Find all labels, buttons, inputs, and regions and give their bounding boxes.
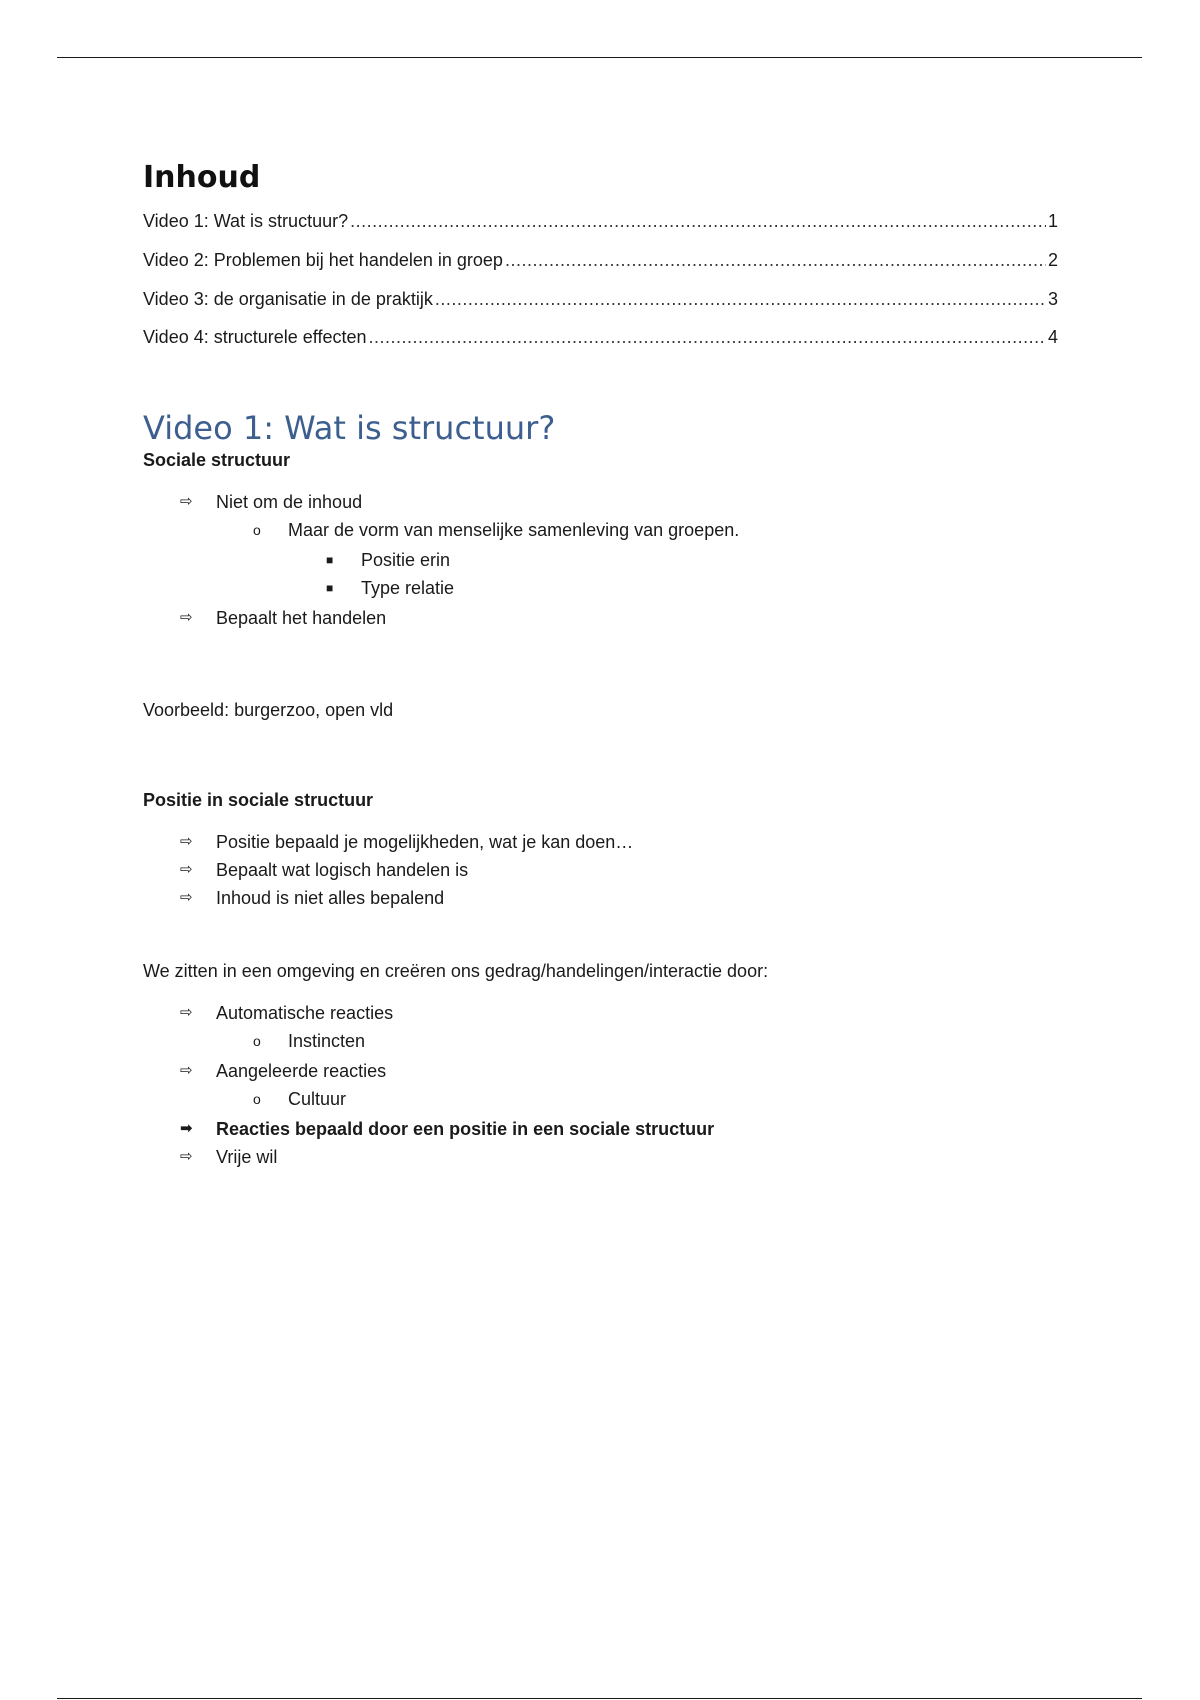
toc-entry-text: Video 4: structurele effecten (143, 327, 367, 347)
footer-rule (57, 1698, 1142, 1699)
arrow-icon: ⇨ (180, 1004, 193, 1021)
list-item: ⇨ Niet om de inhoud (180, 492, 363, 512)
header-rule (57, 57, 1142, 58)
subheading-sociale-structuur: Sociale structuur (143, 450, 291, 470)
section-heading-video-1: Video 1: Wat is structuur? (143, 409, 556, 447)
toc-entry-video-1[interactable] (143, 210, 1058, 232)
list-item: o Maar de vorm van menselijke samenleving van groepen. (253, 520, 740, 540)
list-item: ⇨ Positie bepaald je mogelijkheden, wat je kan doen… (180, 832, 634, 852)
arrow-icon: ⇨ (180, 609, 193, 626)
arrow-icon: ⇨ (180, 493, 193, 510)
arrow-icon: ⇨ (180, 1148, 193, 1165)
circle-bullet-icon: o (253, 1091, 261, 1107)
toc-entry-text: Video 3: de organisatie in de praktijk (143, 289, 433, 309)
toc-leader-dots (368, 326, 1046, 348)
bold-arrow-icon: ➡ (180, 1120, 193, 1137)
subheading-positie: Positie in sociale structuur (143, 790, 374, 810)
arrow-icon: ⇨ (180, 833, 193, 850)
toc-title: Inhoud (143, 160, 261, 195)
list-item: o Cultuur (253, 1089, 347, 1109)
sociale-structuur-list (143, 490, 1058, 634)
list-item: ⇨ Vrije wil (180, 1147, 278, 1167)
toc-entry-page: 4 (1047, 327, 1058, 347)
list-item: ⇨ Bepaalt wat logisch handelen is (180, 860, 469, 880)
list-item: o Instincten (253, 1031, 366, 1051)
toc-entry-page: 2 (1047, 250, 1058, 270)
toc-entry-page: 3 (1047, 289, 1058, 309)
omgeving-list (143, 1001, 1058, 1173)
arrow-icon: ⇨ (180, 861, 193, 878)
toc-entry-video-4[interactable] (143, 326, 1058, 348)
list-item: ⇨ Bepaalt het handelen (180, 608, 387, 628)
toc-entry-page: 1 (1047, 211, 1058, 231)
document-page (143, 160, 1058, 1173)
positie-list (143, 830, 1058, 914)
toc-entry-video-3[interactable] (143, 288, 1058, 310)
toc-leader-dots (505, 249, 1046, 271)
circle-bullet-icon: o (253, 522, 261, 538)
list-item: ■ Positie erin (326, 550, 451, 570)
list-item: ⇨ Inhoud is niet alles bepalend (180, 888, 445, 908)
omgeving-intro: We zitten in een omgeving en creëren ons gedrag/handelingen/interactie door: (143, 961, 769, 981)
circle-bullet-icon: o (253, 1033, 261, 1049)
arrow-icon: ⇨ (180, 889, 193, 906)
toc-leader-dots (435, 288, 1046, 310)
toc-leader-dots (350, 210, 1046, 232)
example-text: Voorbeeld: burgerzoo, open vld (143, 700, 394, 720)
list-item: ➡ Reacties bepaald door een positie in een sociale structuur (180, 1119, 715, 1139)
list-item: ⇨ Automatische reacties (180, 1003, 394, 1023)
toc-entry-video-2[interactable] (143, 249, 1058, 271)
square-bullet-icon: ■ (326, 581, 334, 595)
toc-entry-text: Video 1: Wat is structuur? (143, 211, 349, 231)
list-item: ⇨ Aangeleerde reacties (180, 1061, 387, 1081)
arrow-icon: ⇨ (180, 1062, 193, 1079)
toc-list (143, 210, 1058, 348)
toc-entry-text: Video 2: Problemen bij het handelen in groep (143, 250, 503, 270)
square-bullet-icon: ■ (326, 553, 334, 567)
list-item: ■ Type relatie (326, 578, 455, 598)
